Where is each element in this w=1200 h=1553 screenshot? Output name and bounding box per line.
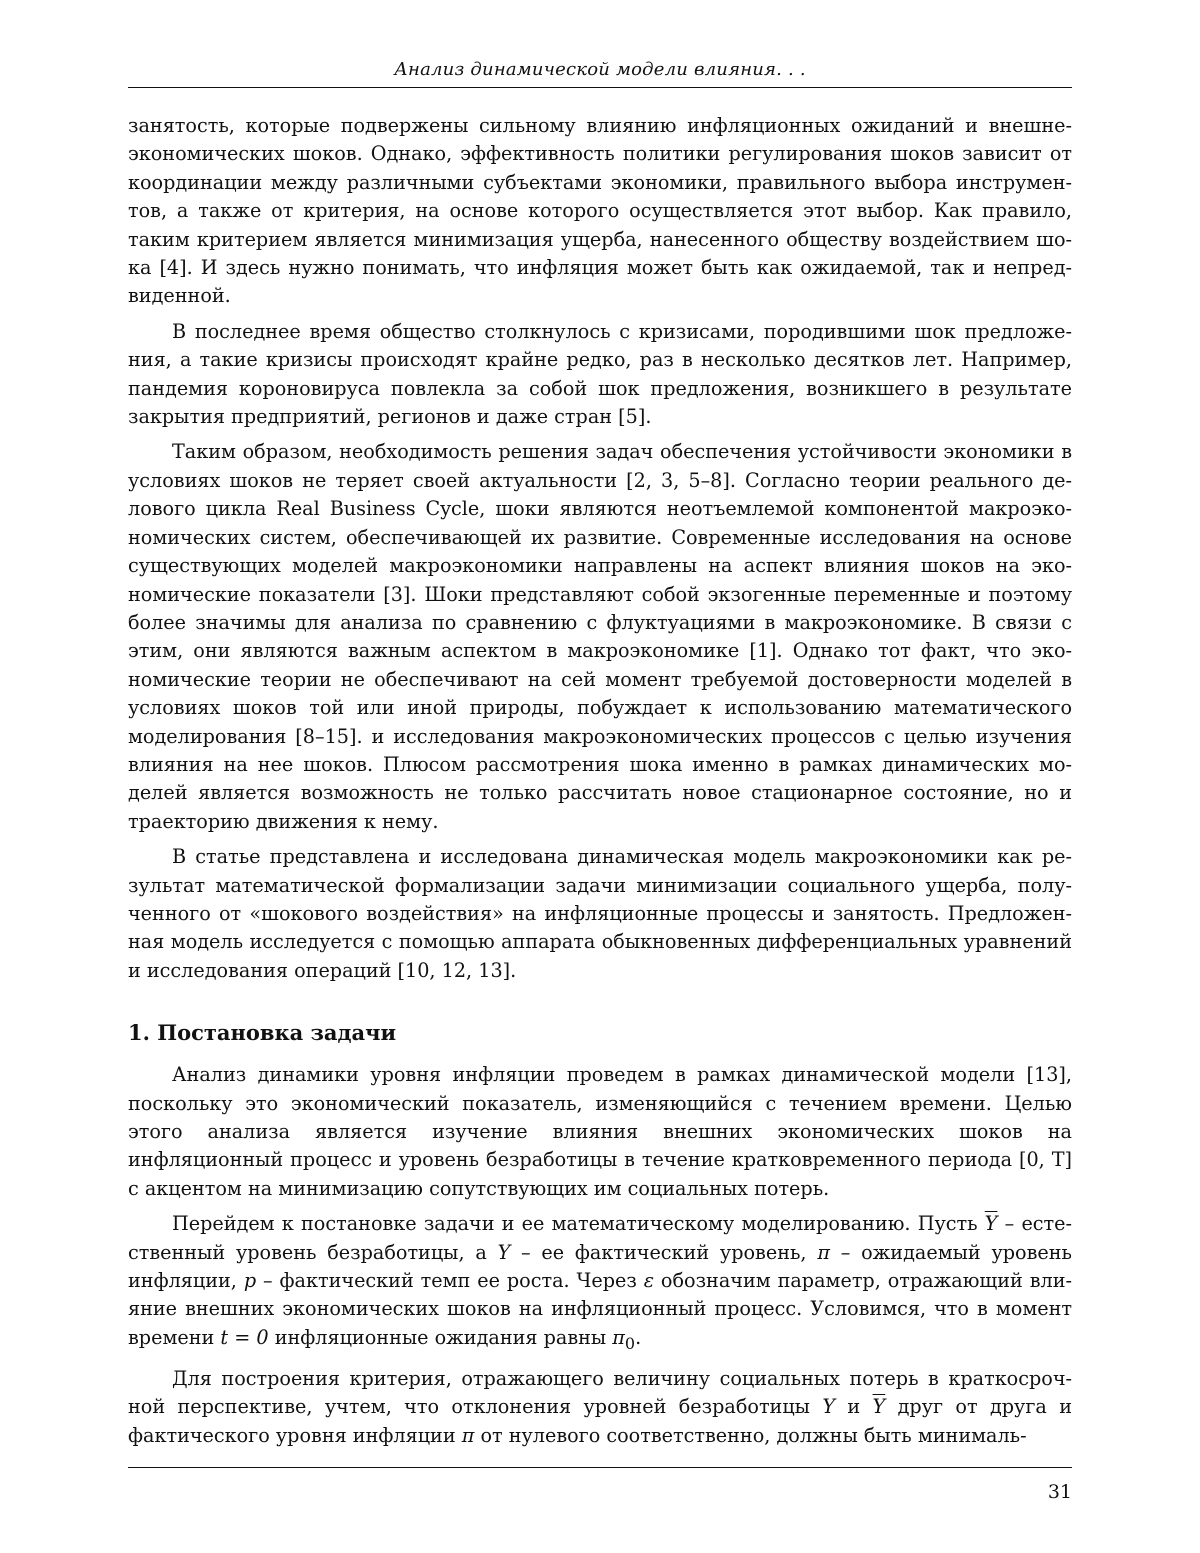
page-number: 31: [1047, 1481, 1072, 1503]
paragraph-intro-2: В последнее время общество столкнулось с кризисами, породившими шок предложения, а такие кризисы происходят крайне редко, раз в несколько десятков лет. Например, пандемия короновируса повлекла за собой шок предложения, возникшего в результате закрытия предприятий, регионов и даже стран [5].: [128, 319, 1072, 429]
pi0-subscript: 0: [624, 1333, 636, 1353]
paragraph-section-2: Перейдем к постановке задачи и ее математическому моделированию. Пусть $\overline{Y}$ – естественный уровень безработицы, а Y – ее фактический уровень, π – ожидаемый уровень инфляции, p – фактический темп ее роста. Через ε обозначим параметр, отражающий влияние внешних экономических шоков на инфляционный процесс. Условимся, что в момент времени t = 0 инфляционные ожидания равны $\pi_0$.: [128, 1212, 1072, 1353]
footer-rule: [128, 1467, 1072, 1468]
header-rule: [128, 87, 1072, 88]
pi0-symbol: π: [612, 1325, 625, 1349]
t-equals-zero: t = 0: [220, 1325, 269, 1349]
paragraph-intro-3: Таким образом, необходимость решения задач обеспечения устойчивости экономики в условиях шоков не теряет своей актуальности [2, 3, 5–8]. Согласно теории реального делового цикла Real Business Cycle, шоки являются неотъемлемой компонентой макроэкономических систем, обеспечивающей их развитие. Современные исследования на основе существующих моделей макроэкономики направлены на аспект влияния шоков на экономические показатели [3]. Шоки представляют собой экзогенные переменные и поэтому более значимы для анализа по сравнению с флуктуациями в макроэкономике. В связи с этим, они являются важным аспектом в макроэкономике [1]. Однако тот факт, что экономические теории не обеспечивают на сей момент требуемой достоверности моделей в условиях шоков той или иной природы, побуждает к использованию математического моделирования [8–15]. и исследования макроэкономических процессов с целью изучения влияния на нее шоков. Плюсом рассмотрения шока именно в рамках динамических моделей является возможность не только рассчитать новое стационарное состояние, но и траекторию движения к нему.: [128, 440, 1072, 833]
y-symbol: Y: [497, 1240, 511, 1264]
ybar-symbol: $\overline{Y}$: [984, 1212, 998, 1236]
paragraph-section-1: Анализ динамики уровня инфляции проведем в рамках динамической модели [13], поскольку это экономический показатель, изменяющийся с течением времени. Целью этого анализа является изучение влияния внешних экономических шоков на инфляционный процесс и уровень безработицы в течение кратковременного периода [0, T] с акцентом на минимизацию сопутствующих им социальных потерь.: [128, 1063, 1072, 1200]
paragraph-section-3: Для построения критерия, отражающего величину социальных потерь в краткосрочной перспективе, учтем, что отклонения уровней безработицы Y и $\overline{Y}$ друг от друга и фактического уровня инфляции π от нулевого соответственно, должны быть минималь-: [128, 1367, 1072, 1447]
epsilon-symbol: ε: [643, 1269, 655, 1293]
y-symbol: Y: [822, 1395, 835, 1419]
ybar-symbol: $\overline{Y}$: [872, 1395, 886, 1419]
body-text: [128, 112, 1072, 1450]
paragraph-intro-4: В статье представлена и исследована динамическая модель макроэкономики как результат математической формализации задачи минимизации социального ущерба, полученного от «шокового воздействия» на инфляционные процессы и занятость. Предложенная модель исследуется с помощью аппарата обыкновенных дифференциальных уравнений и исследования операций [10, 12, 13].: [128, 845, 1072, 982]
p-symbol: p: [243, 1269, 257, 1293]
section-heading: 1. Постановка задачи: [128, 1020, 397, 1046]
paragraph-intro-1: занятость, которые подвержены сильному влиянию инфляционных ожиданий и внешнеэкономических шоков. Однако, эффективность политики регулирования шоков зависит от координации между различными субъектами экономики, правильного выбора инструментов, а также от критерия, на основе которого осуществляется этот выбор. Как правило, таким критерием является минимизация ущерба, нанесенного обществу воздействием шока [4]. И здесь нужно понимать, что инфляция может быть как ожидаемой, так и непредвиденной.: [128, 114, 1072, 308]
running-head: Анализ динамической модели влияния. . .: [394, 59, 806, 80]
pi-symbol: π: [817, 1240, 830, 1264]
pi-symbol: π: [461, 1423, 475, 1447]
